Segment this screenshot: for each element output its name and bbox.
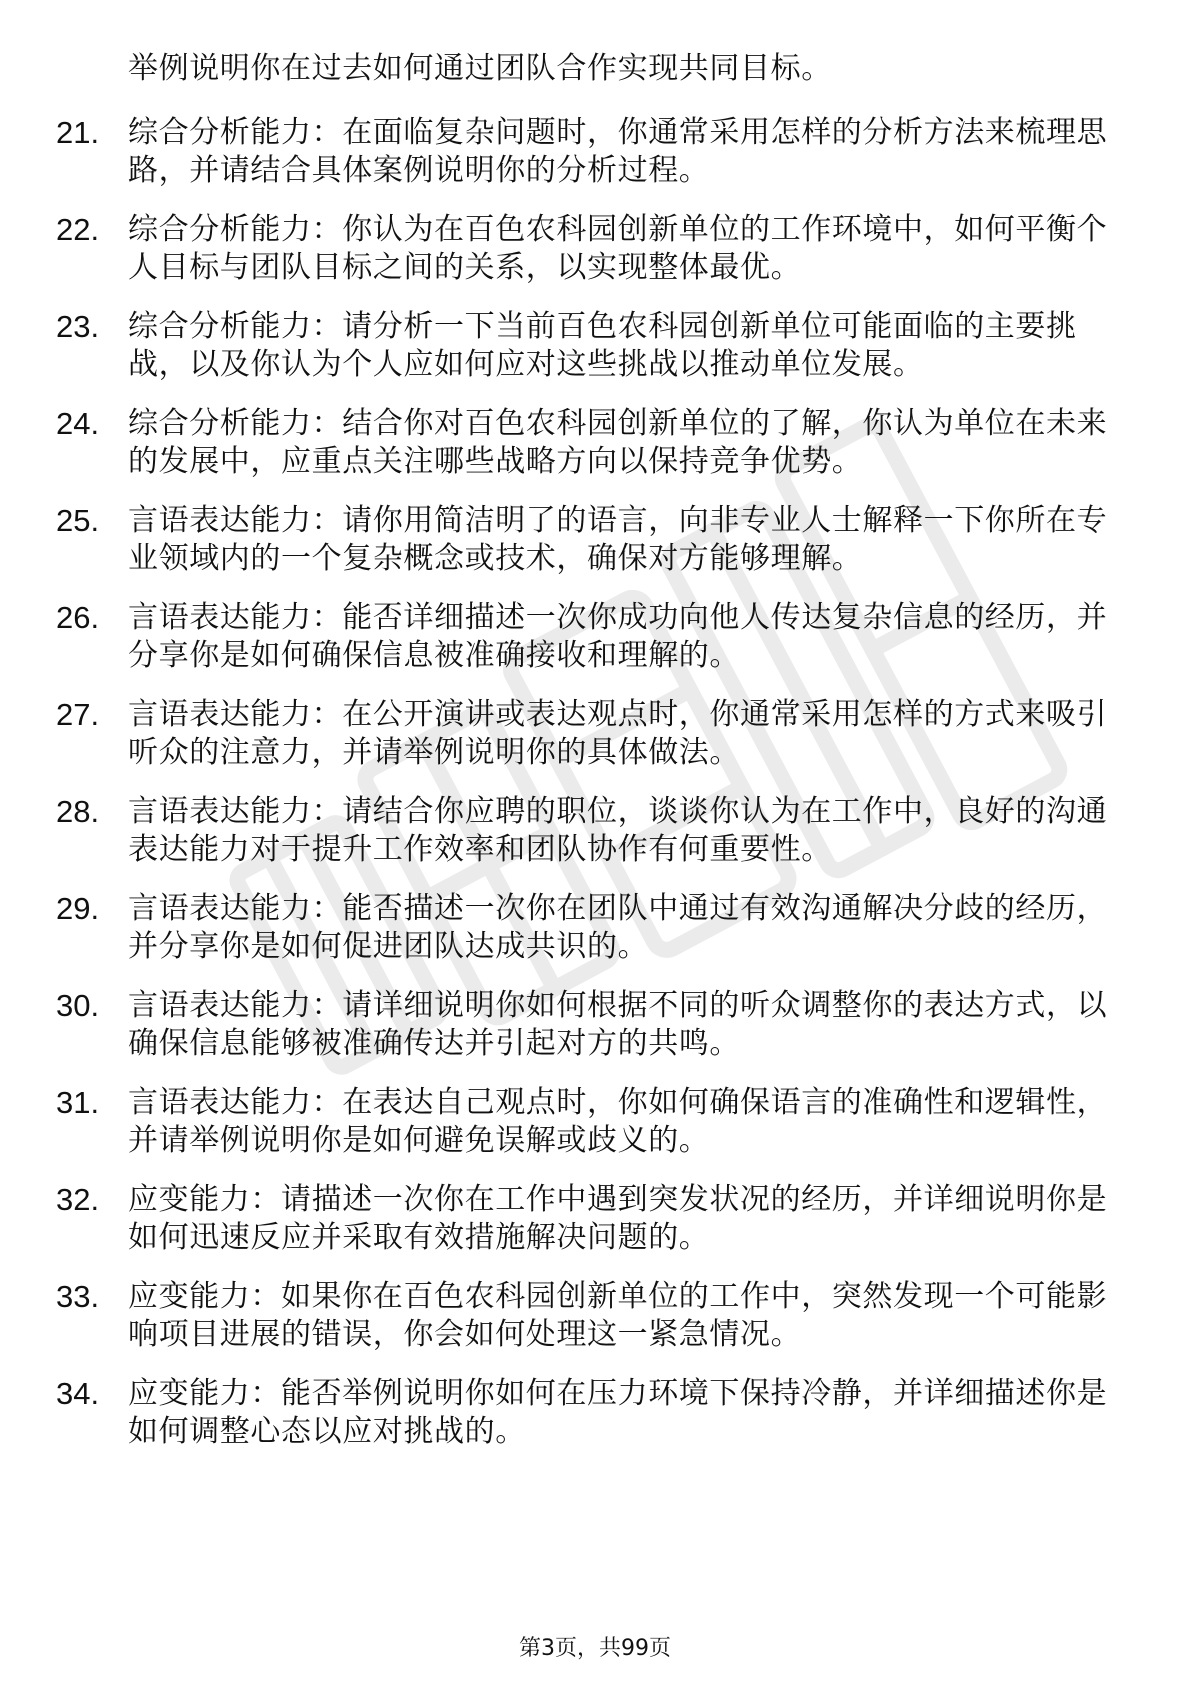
question-number: 27. — [56, 697, 100, 732]
question-number: 25. — [56, 503, 100, 538]
question-number: 34. — [56, 1376, 100, 1411]
question-list — [0, 114, 1190, 1472]
question-text: 应变能力：能否举例说明你如何在压力环境下保持冷静，并详细描述你是如何调整心态以应对挑战的。 — [128, 1376, 1108, 1449]
question-item — [0, 987, 1190, 1063]
question-item — [0, 1084, 1190, 1160]
question-text: 综合分析能力：在面临复杂问题时，你通常采用怎样的分析方法来梳理思路，并请结合具体案例说明你的分析过程。 — [128, 115, 1108, 188]
question-text: 言语表达能力：能否详细描述一次你成功向他人传达复杂信息的经历，并分享你是如何确保信息被准确接收和理解的。 — [128, 600, 1108, 673]
continued-question-text: 举例说明你在过去如何通过团队合作实现共同目标。 — [128, 51, 832, 86]
question-text: 应变能力：请描述一次你在工作中遇到突发状况的经历，并详细说明你是如何迅速反应并采取有效措施解决问题的。 — [128, 1182, 1108, 1255]
question-number: 26. — [56, 600, 100, 635]
question-number: 22. — [56, 212, 100, 247]
question-number: 33. — [56, 1279, 100, 1314]
question-number: 31. — [56, 1085, 100, 1120]
question-item — [0, 890, 1190, 966]
question-text: 言语表达能力：在公开演讲或表达观点时，你通常采用怎样的方式来吸引听众的注意力，并请举例说明你的具体做法。 — [128, 697, 1108, 770]
question-item — [0, 1375, 1190, 1451]
question-item — [0, 696, 1190, 772]
question-number: 30. — [56, 988, 100, 1023]
question-item — [0, 1278, 1190, 1354]
question-number: 24. — [56, 406, 100, 441]
question-item — [0, 114, 1190, 190]
question-text: 言语表达能力：请你用简洁明了的语言，向非专业人士解释一下你所在专业领域内的一个复杂概念或技术，确保对方能够理解。 — [128, 503, 1108, 576]
question-item — [0, 1181, 1190, 1257]
question-text: 言语表达能力：请结合你应聘的职位，谈谈你认为在工作中，良好的沟通表达能力对于提升工作效率和团队协作有何重要性。 — [128, 794, 1108, 867]
question-item — [0, 308, 1190, 384]
question-text: 言语表达能力：请详细说明你如何根据不同的听众调整你的表达方式，以确保信息能够被准确传达并引起对方的共鸣。 — [128, 988, 1108, 1061]
question-number: 32. — [56, 1182, 100, 1217]
question-text: 综合分析能力：结合你对百色农科园创新单位的了解，你认为单位在未来的发展中，应重点关注哪些战略方向以保持竞争优势。 — [128, 406, 1108, 479]
page-number-footer: 第3页，共99页 — [519, 1636, 671, 1661]
question-item — [0, 793, 1190, 869]
question-text: 言语表达能力：能否描述一次你在团队中通过有效沟通解决分歧的经历，并分享你是如何促进团队达成共识的。 — [128, 891, 1108, 964]
question-item — [0, 502, 1190, 578]
question-item — [0, 405, 1190, 481]
question-number: 29. — [56, 891, 100, 926]
question-number: 23. — [56, 309, 100, 344]
question-item — [0, 599, 1190, 675]
question-text: 应变能力：如果你在百色农科园创新单位的工作中，突然发现一个可能影响项目进展的错误，你会如何处理这一紧急情况。 — [128, 1279, 1108, 1352]
question-text: 综合分析能力：你认为在百色农科园创新单位的工作环境中，如何平衡个人目标与团队目标之间的关系，以实现整体最优。 — [128, 212, 1108, 285]
question-text: 言语表达能力：在表达自己观点时，你如何确保语言的准确性和逻辑性，并请举例说明你是如何避免误解或歧义的。 — [128, 1085, 1108, 1158]
question-item — [0, 211, 1190, 287]
question-number: 21. — [56, 115, 100, 150]
question-text: 综合分析能力：请分析一下当前百色农科园创新单位可能面临的主要挑战，以及你认为个人应如何应对这些挑战以推动单位发展。 — [128, 309, 1077, 382]
question-number: 28. — [56, 794, 100, 829]
